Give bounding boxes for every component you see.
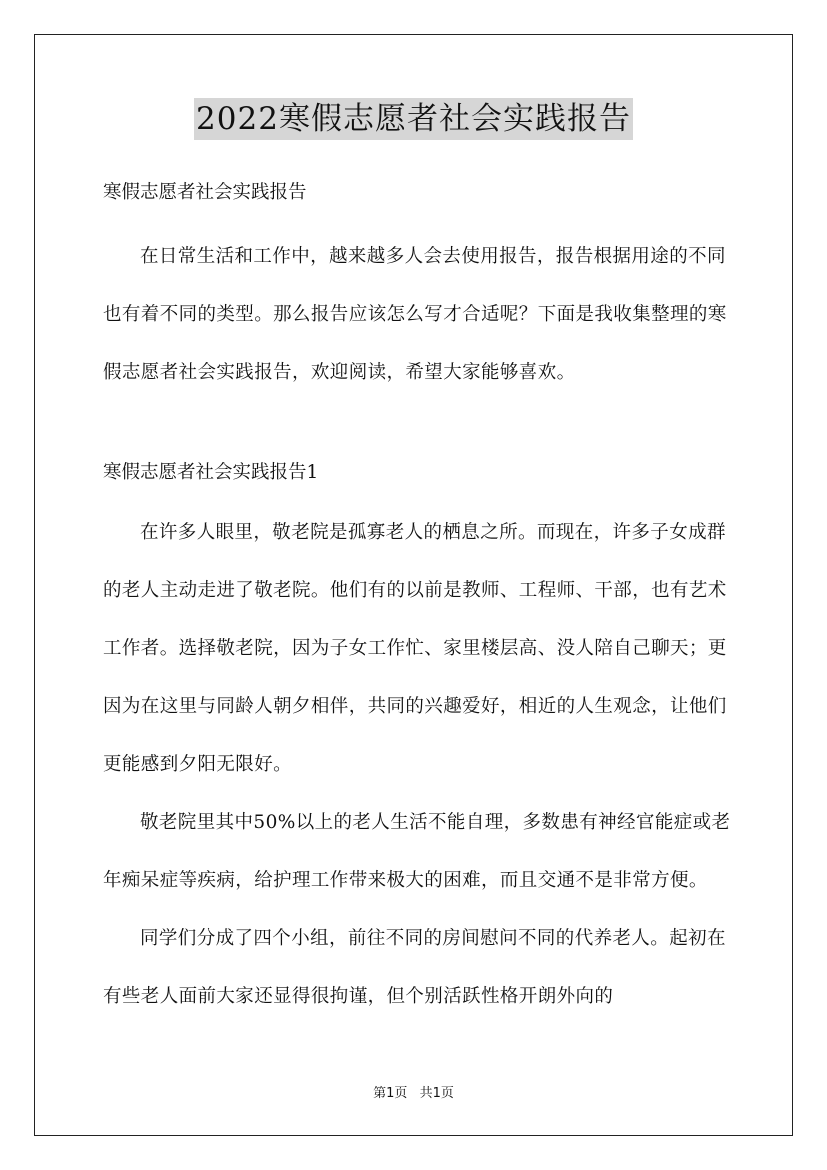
body-paragraph: 在许多人眼里，敬老院是孤寡老人的栖息之所。而现在，许多子女成群的老人主动走进了敬老院。他们有的以前是教师、工程师、干部，也有艺术工作者。选择敬老院，因为子女工作忙、家里楼层高、没人陪自己聊天；更因为在这里与同龄人朝夕相伴，共同的兴趣爱好，相近的人生观念，让他们更能感到夕阳无限好。 (103, 522, 727, 775)
document-body (103, 176, 743, 1026)
title-container (0, 98, 827, 140)
document-title: 2022寒假志愿者社会实践报告 (194, 98, 633, 140)
section-heading: 寒假志愿者社会实践报告1 (103, 462, 319, 483)
page-footer (0, 1082, 827, 1101)
body-paragraph: 同学们分成了四个小组，前往不同的房间慰问不同的代养老人。起初在有些老人面前大家还显得很拘谨，但个别活跃性格开朗外向的 (103, 928, 726, 1007)
page-total: 共1页 (419, 1086, 454, 1101)
body-paragraph: 敬老院里其中50%以上的老人生活不能自理，多数患有神经官能症或老年痴呆症等疾病，给护理工作带来极大的困难，而且交通不是非常方便。 (103, 812, 731, 891)
intro-paragraph: 在日常生活和工作中，越来越多人会去使用报告，报告根据用途的不同也有着不同的类型。那么报告应该怎么写才合适呢？下面是我收集整理的寒假志愿者社会实践报告，欢迎阅读，希望大家能够喜欢。 (103, 246, 727, 383)
intro-heading: 寒假志愿者社会实践报告 (103, 182, 307, 203)
page-number: 第1页 (373, 1086, 408, 1101)
